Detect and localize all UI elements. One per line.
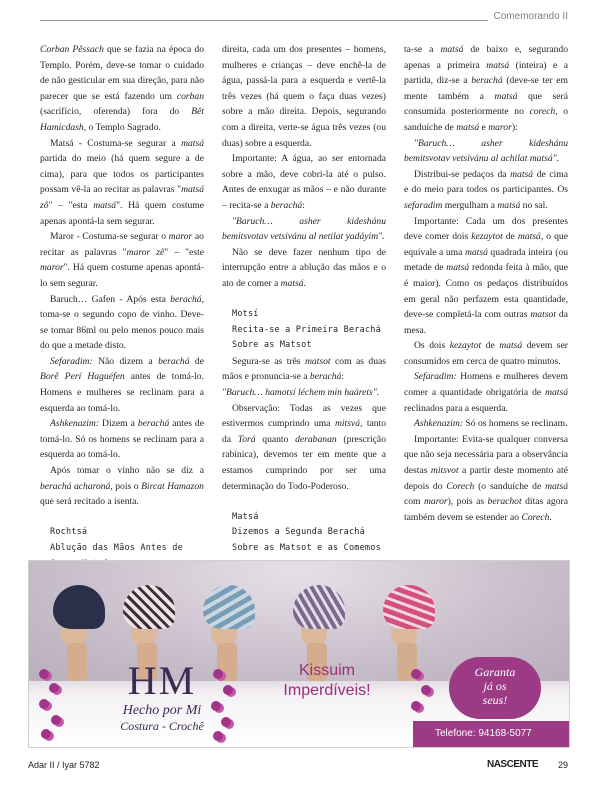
magazine-logo: NASCENTE — [486, 759, 538, 770]
issue-date: Adar II / Iyar 5782 — [28, 760, 100, 770]
phone-bar: Telefone: 94168-5077 — [413, 721, 569, 747]
paragraph: Distribui-se pedaços da matsá de cima e do meio para todos os participantes. Os sefaradim mergulham a matsá no sal. — [404, 168, 568, 211]
section-heading: Motsí — [232, 309, 259, 320]
column-1 — [40, 42, 204, 588]
paragraph: Importante: Evita-se qualquer conversa que não seja necessária para a observância destas mitsvot a partir deste momento até depois do Corech (o sanduíche de matsá com maror), pois as berachot ditas agora também devem se estender ao Corech. — [404, 433, 568, 523]
scarf — [53, 585, 105, 629]
paragraph: Baruch… Gafen - Após esta berachá, toma-se o segundo copo de vinho. Deve-se tomar 86ml ou pelo menos pouco mais do que a metade disto. — [40, 293, 204, 352]
section-subheading: Sobre as Matsot e as Comemos — [232, 543, 381, 553]
section-subheading: Ablução das Mãos Antes de — [50, 543, 183, 553]
paragraph: Maror - Costuma-se segurar o maror ao recitar as palavras "maror zê" – "este maror". Há quem costume apenas apontá-lo sem segurar. — [40, 231, 204, 289]
column-3 — [404, 42, 568, 588]
section-subheading: Dizemos a Segunda Berachá — [232, 527, 365, 538]
blessing-quote: "Baruch… asher kideshánu bemitsvotav vetsivánu al achilat matsá". — [404, 137, 568, 165]
paragraph: Ashkenazim: Dizem a berachá antes de tomá-lo. Só os homens se reclinam para a esquerda ao tomá-lo. — [40, 418, 204, 461]
column-2 — [222, 42, 386, 588]
paragraph: Os dois kezaytot de matsá devem ser consumidos em cerca de quatro minutos. — [404, 340, 568, 367]
advertisement-banner — [28, 560, 570, 748]
scarf — [123, 585, 175, 629]
section-subheading: Recita-se a Primeira Berachá — [232, 324, 381, 335]
paragraph: Não se deve fazer nenhum tipo de interrupção entre a ablução das mãos e o ato de comer a matsá. — [222, 246, 386, 289]
paragraph: Ashkenazim: Só os homens se reclinam. — [414, 418, 568, 430]
promo-badge: Garanta já os seus! — [449, 657, 541, 719]
orchid-decoration — [35, 665, 71, 745]
paragraph: Importante: A água, ao ser entornada sobre a mão, deve cobri-la até o pulso. Antes de enxugar as mãos – e não durante – recita-se a berachá: — [222, 153, 386, 211]
brand-block — [107, 658, 217, 734]
article-columns — [40, 42, 568, 588]
scarf — [293, 585, 345, 629]
paragraph: Corban Pêssach que se fazia na época do Templo. Porém, deve-se tomar o cuidado de não gesticular em sua direção, para não parecer que se está fazendo um corban (sacrifício, oferenda) fora do Bêt Hamicdash, o Templo Sagrado. — [40, 44, 205, 133]
paragraph: Após tomar o vinho não se diz a berachá acharoná, pois o Bircat Hamazon que será recitado a isenta. — [40, 465, 204, 508]
section-heading: Rochtsá — [50, 527, 88, 538]
brand-services: Costura - Crochê — [120, 719, 204, 733]
paragraph: ta-se a matsá de baixo e, segurando apenas a primeira matsá (inteira) e a partida, diz-se a berachá (deve-se ter em mente também a matsá que será consumida posteriormente no corech, o sanduíche de matsá e maror): — [404, 44, 568, 133]
brand-logo: HM — [127, 658, 197, 703]
orchid-decoration — [405, 665, 441, 725]
brand-name: Hecho por Mi — [122, 703, 202, 718]
section-label: Comemorando II — [488, 11, 568, 22]
paragraph: Matsá - Costuma-se segurar a matsá partida do meio (há quem segure a de cima), para que todos os participantes possam vê-la ao recitar as palavras "matsá zô" – "esta matsá". Há quem costume apenas apontá-la sem segurar. — [40, 137, 204, 227]
paragraph: direita, cada um dos presentes – homens, mulheres e crianças – deve enchê-la de água, passá-la para a esquerda e vertê-la três vezes (há quem o faça duas vezes) sobre a mão direita. Depois, segurando com a direita, verte-se água três vezes (ou duas) sobre a esquerda. — [222, 44, 386, 149]
section-heading: Matsá — [232, 511, 259, 522]
paragraph: Observação: Todas as vezes que estivermos cumprindo uma mitsvá, tanto da Torá quanto derabanan (prescrição rabínica), devemos ter em mente que a estamos cumprindo por ser uma determinação do Todo-Poderoso. — [222, 402, 387, 492]
scarf — [383, 585, 435, 629]
blessing-quote: "Baruch… asher kideshánu bemitsvotav vetsivánu al netilat yadáyim". — [222, 215, 386, 243]
page-number: 29 — [557, 760, 568, 770]
paragraph: Sefaradim: Não dizem a berachá de Borê Perí Haguéfen antes de tomá-lo. Homens e mulheres se reclinam para a esquerda ao tomá-lo. — [40, 355, 205, 414]
scarf — [203, 585, 255, 629]
section-subheading: Sobre as Matsot — [232, 340, 312, 351]
blessing-quote: "Baruch… hamotsí léchem min haárets". — [222, 387, 380, 399]
paragraph: Sefaradim: Homens e mulheres devem comer a quantidade obrigatória de matsá reclinados para a esquerda. — [404, 371, 568, 414]
product-headline: Kissuim Imperdíveis! — [283, 662, 371, 699]
paragraph: Importante: Cada um dos presentes deve comer dois kezaytot de matsá, o que equivale a uma matsá quadrada inteira (ou metade de matsá redonda feita à mão, que é maior). Como os pedaços distribuídos em geral não perfazem esta quantidade, deve-se completá-la com outras matsot da mesa. — [404, 215, 568, 336]
paragraph: Segura-se as três matsot com as duas mãos e pronuncia-se a berachá: — [222, 355, 386, 383]
